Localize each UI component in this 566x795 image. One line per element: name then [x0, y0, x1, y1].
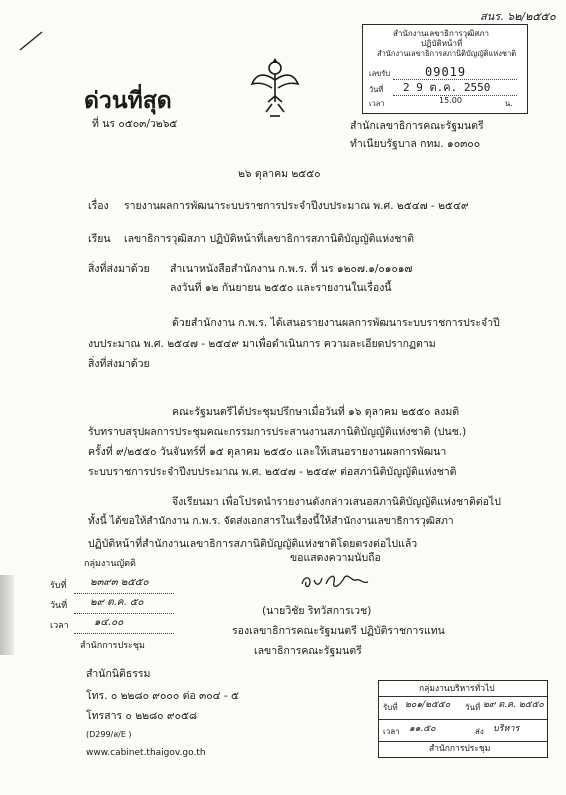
footer-web: www.cabinet.thaigov.go.th [86, 748, 206, 758]
left-stamp-recv: ๒๓๙๓ ๒๕๕๐ [90, 577, 149, 588]
stamp-date: 2 9 ต.ค. 2550 [403, 81, 491, 94]
receiving-stamp [362, 24, 528, 114]
document-number: ที่ นร ๐๕๐๓/ว๒๖๕ [92, 118, 178, 130]
right-stamp-time: ๑๑.๕๐ [409, 724, 436, 734]
letter-date: ๒๖ ตุลาคม ๒๕๕๐ [238, 168, 321, 180]
left-stamp-group: กลุ่มงานญัตติ [84, 559, 136, 569]
body-paragraph-2-line-2: รับทราบสรุปผลการประชุมคณะกรรมการประสานงานสภานิติบัญญัติแห่งชาติ (ปนช.) [88, 426, 467, 438]
sender-address: ทำเนียบรัฐบาล กทม. ๑๐๓๐๐ [350, 138, 481, 150]
subject-label: เรื่อง [88, 200, 109, 212]
enclosure-line-2: ลงวันที่ ๑๒ กันยายน ๒๕๕๐ และรายงานในเรื่องนี้ [170, 282, 392, 294]
body-paragraph-2-line-4: ระบบราชการประจำปีงบประมาณ พ.ศ. ๒๕๔๗ - ๒๕๔๙ ต่อสภานิติบัญญัติแห่งชาติ [88, 466, 457, 478]
enclosure-label: สิ่งที่ส่งมาด้วย [88, 263, 150, 275]
stamp-recv-number: 09019 [425, 65, 467, 79]
body-paragraph-3-line-1: จึงเรียนมา เพื่อโปรดนำรายงานดังกล่าวเสนอสภานิติบัญญัติแห่งชาติต่อไป [172, 496, 501, 508]
left-stamp-recv-label: รับที่ [50, 581, 67, 591]
signatory-title-2: เลขาธิการคณะรัฐมนตรี [254, 645, 362, 657]
body-paragraph-2-line-1: คณะรัฐมนตรีได้ประชุมปรึกษาเมื่อวันที่ ๑๖ ตุลาคม ๒๕๕๐ ลงมติ [172, 406, 460, 418]
pen-mark [18, 30, 44, 52]
recipient-label: เรียน [88, 233, 111, 245]
right-stamp-group: กลุ่มงานบริหารทั่วไป [419, 684, 495, 694]
right-stamp-time-label: เวลา [383, 727, 400, 736]
right-stamp-send-label: ส่ง [475, 727, 484, 736]
signatory-name: (นายวิชัย ริทวัสการเวช) [262, 605, 372, 617]
reference-number: สนร. ๖๒/๒๕๕๐ [480, 10, 556, 23]
subject-text: รายงานผลการพัฒนาระบบราชการประจำปีงบประมาณ พ.ศ. ๒๕๔๗ - ๒๕๔๙ [124, 200, 469, 212]
right-stamp-recv-label: รับที่ [383, 703, 398, 712]
body-paragraph-3-line-3: ปฏิบัติหน้าที่สำนักงานเลขาธิการสภานิติบัญญัติแห่งชาติโดยตรงต่อไปแล้ว [88, 538, 418, 550]
body-paragraph-3-line-2: ทั้งนี้ ได้ขอให้สำนักงาน ก.พ.ร. จัดส่งเอกสารในเรื่องนี้ให้สำนักงานเลขาธิการวุฒิสภา [88, 516, 454, 527]
footer-code: (D299/ส/E ) [86, 730, 132, 739]
closing-regards: ขอแสดงความนับถือ [290, 552, 381, 564]
left-stamp-time: ๑๔.๐๐ [94, 617, 124, 628]
signatory-title-1: รองเลขาธิการคณะรัฐมนตรี ปฏิบัติราชการแทน [232, 625, 445, 637]
binding-shadow [0, 575, 14, 655]
recipient-text: เลขาธิการวุฒิสภา ปฏิบัติหน้าที่เลขาธิการสภานิติบัญญัติแห่งชาติ [124, 233, 415, 245]
garuda-emblem-icon [250, 56, 300, 120]
stamp-time-label: เวลา [369, 99, 385, 108]
enclosure-line-1: สำเนาหนังสือสำนักงาน ก.พ.ร. ที่ นร ๑๒๐๗.๑/๐๑๐๑๗ [170, 263, 413, 275]
body-paragraph-1-line-1: ด้วยสำนักงาน ก.พ.ร. ได้เสนอรายงานผลการพัฒนาระบบราชการประจำปี [172, 317, 500, 329]
footer-fax: โทรสาร ๐ ๒๒๘๐ ๙๐๕๘ [86, 710, 198, 722]
right-stamp-send: บริหาร [493, 724, 520, 734]
left-receiving-stamp [50, 555, 180, 653]
stamp-recv-label: เลขรับ [369, 69, 391, 78]
urgency-label: ด่วนที่สุด [84, 88, 172, 114]
footer-office: สำนักนิติธรรม [86, 668, 151, 680]
body-paragraph-1-line-2: งบประมาณ พ.ศ. ๒๕๔๗ - ๒๕๔๙ มาเพื่อดำเนินการ ความละเอียดปรากฏตาม [88, 338, 436, 350]
right-stamp-date: ๒๙ ต.ค. ๒๕๕๐ [483, 700, 544, 710]
right-receiving-stamp [378, 680, 548, 758]
signature [296, 566, 376, 594]
body-paragraph-2-line-3: ครั้งที่ ๙/๒๕๕๐ วันจันทร์ที่ ๑๕ ตุลาคม ๒๕๕๐ และให้เสนอรายงานผลการพัฒนา [88, 446, 447, 458]
stamp-sub2: สำนักงานเลขาธิการสภานิติบัญญัติแห่งชาติ [377, 49, 517, 58]
body-paragraph-1-line-3: สิ่งที่ส่งมาด้วย [88, 358, 150, 370]
left-stamp-date-label: วันที่ [50, 601, 68, 611]
stamp-sub: ปฏิบัติหน้าที่ [421, 39, 463, 48]
left-stamp-date: ๒๙ ต.ค. ๕๐ [90, 597, 144, 608]
stamp-time-suffix: น. [505, 99, 513, 108]
stamp-org: สำนักงานเลขาธิการวุฒิสภา [393, 29, 490, 38]
left-stamp-time-label: เวลา [50, 621, 69, 631]
sender-org: สำนักเลขาธิการคณะรัฐมนตรี [350, 120, 484, 132]
stamp-date-label: วันที่ [369, 85, 384, 94]
left-stamp-bureau: สำนักการประชุม [80, 641, 145, 651]
right-stamp-bureau: สำนักการประชุม [429, 744, 491, 754]
right-stamp-date-label: วันที่ [465, 703, 481, 712]
footer-tel: โทร. ๐ ๒๒๘๐ ๙๐๐๐ ต่อ ๓๐๔ - ๕ [86, 690, 239, 702]
right-stamp-recv: ๒๐๑/๒๕๕๐ [405, 700, 451, 710]
stamp-time: 15.00 [439, 96, 462, 105]
